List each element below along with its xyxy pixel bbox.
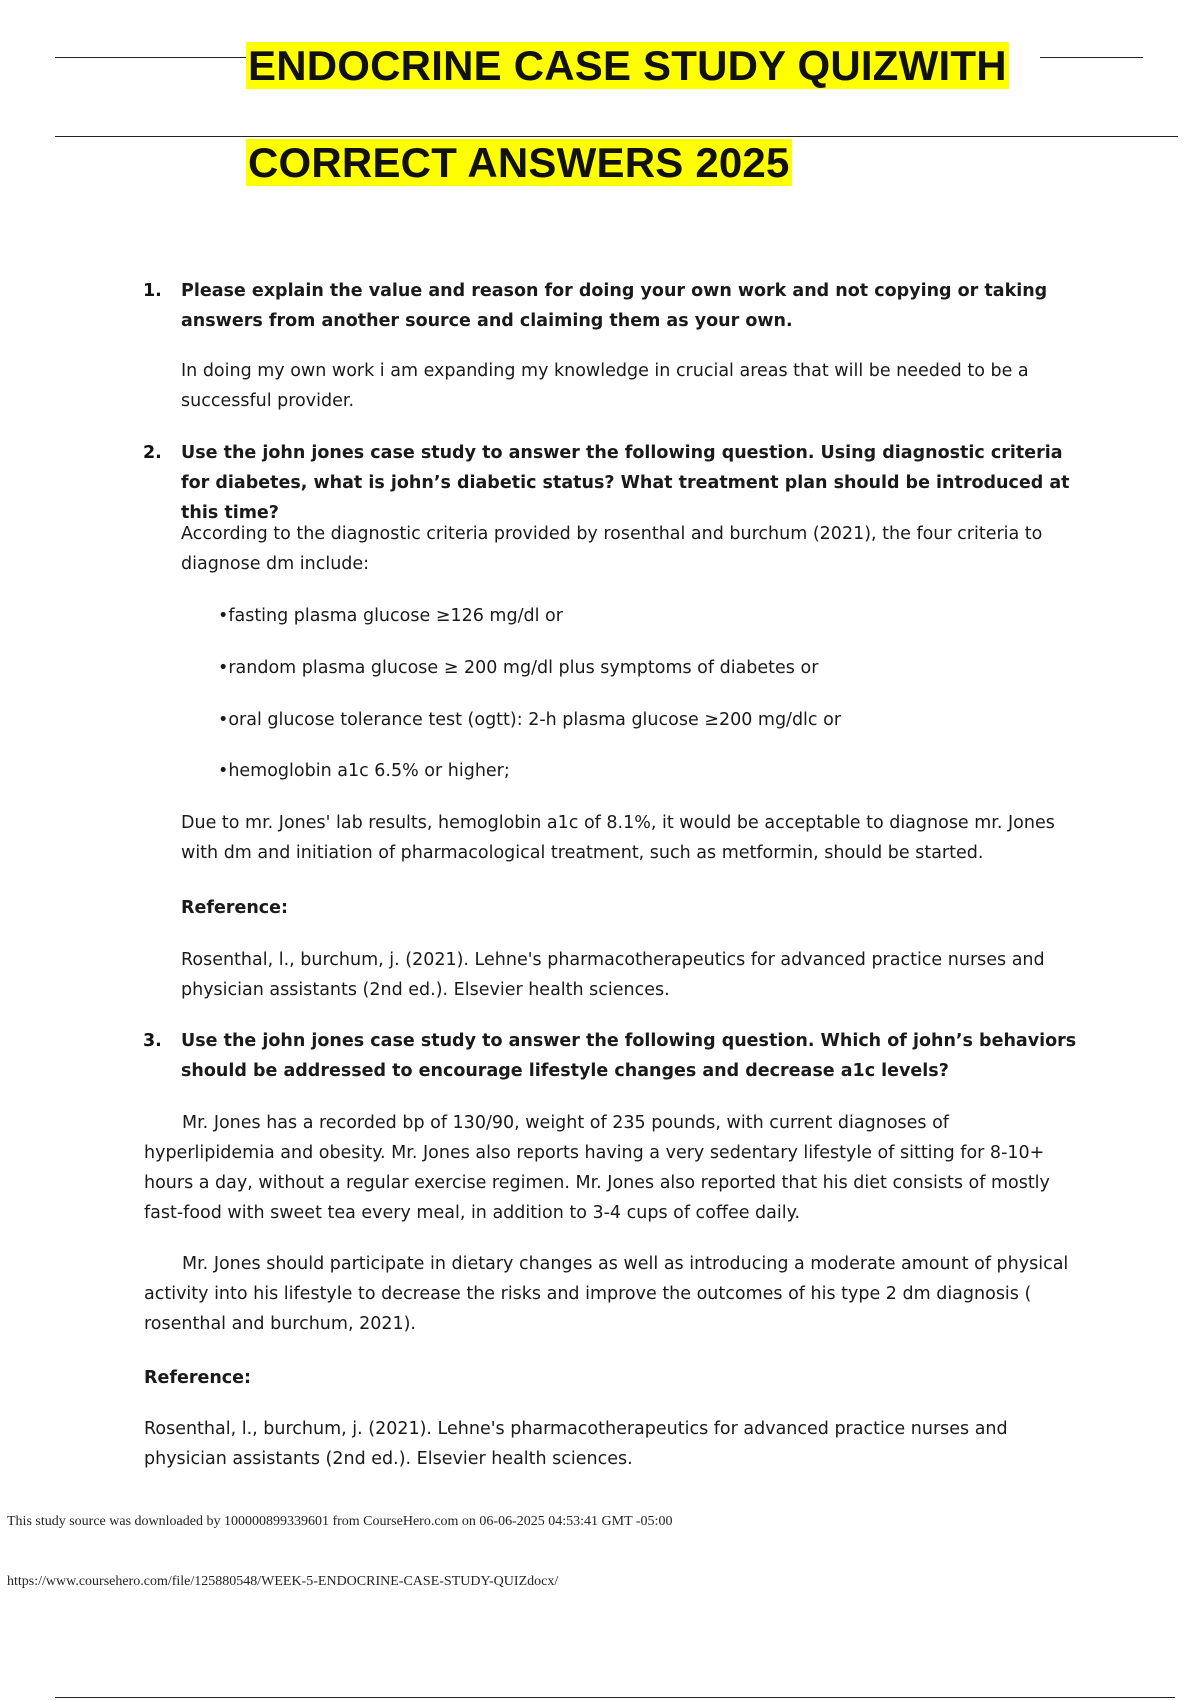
question-3-number: 3. bbox=[143, 1031, 162, 1051]
source-url[interactable]: https://www.coursehero.com/file/125880548/WEEK-5-ENDOCRINE-CASE-STUDY-QUIZdocx/ bbox=[7, 1574, 559, 1589]
question-1-number: 1. bbox=[143, 281, 162, 301]
criteria-item: •oral glucose tolerance test (ogtt): 2-h plasma glucose ≥200 mg/dlc or bbox=[218, 710, 842, 730]
reference-citation: Rosenthal, l., burchum, j. (2021). Lehne's pharmacotherapeutics for advanced practice nurses and physician assistants (2nd ed.). Elsevier health sciences. bbox=[181, 950, 1045, 1000]
answer-1-text: In doing my own work i am expanding my knowledge in crucial areas that will be needed to be a successful provider. bbox=[181, 361, 1029, 411]
title-line-2 bbox=[246, 137, 792, 189]
question-2-text: Use the john jones case study to answer the following question. Using diagnostic criteria for diabetes, what is john’s diabetic status? What treatment plan should be introduced at this time? bbox=[181, 443, 1070, 523]
question-1-text: Please explain the value and reason for doing your own work and not copying or taking answers from another source and claiming them as your own. bbox=[181, 281, 1048, 331]
title-rule-left bbox=[55, 57, 250, 58]
reference-label: Reference: bbox=[181, 898, 289, 918]
answer-2-intro: According to the diagnostic criteria provided by rosenthal and burchum (2021), the four criteria to diagnose dm include: bbox=[181, 524, 1043, 574]
criteria-item: •hemoglobin a1c 6.5% or higher; bbox=[218, 761, 510, 781]
answer-3-paragraph-1: Mr. Jones has a recorded bp of 130/90, weight of 235 pounds, with current diagnoses of hyperlipidemia and obesity. Mr. Jones also reports having a very sedentary lifestyle of sitting for 8-10+ hours a day, without a regular exercise regimen. Mr. Jones also reported that his diet consists of mostly fast-food with sweet tea every meal, in addition to 3-4 cups of coffee daily. bbox=[144, 1113, 1050, 1223]
criteria-item: •fasting plasma glucose ≥126 mg/dl or bbox=[218, 606, 563, 626]
title-line-1 bbox=[246, 40, 1009, 92]
criteria-item: •random plasma glucose ≥ 200 mg/dl plus symptoms of diabetes or bbox=[218, 658, 819, 678]
bottom-rule bbox=[55, 1697, 1175, 1698]
answer-3-paragraph-2: Mr. Jones should participate in dietary changes as well as introducing a moderate amount of physical activity into his lifestyle to decrease the risks and improve the outcomes of his type 2 dm diagnosis ( rosenthal and burchum, 2021). bbox=[144, 1254, 1069, 1334]
title-highlight-1: ENDOCRINE CASE STUDY QUIZWITH bbox=[248, 42, 1007, 89]
title-highlight-2: CORRECT ANSWERS 2025 bbox=[248, 139, 790, 186]
question-3-text: Use the john jones case study to answer the following question. Which of john’s behaviors should be addressed to encourage lifestyle changes and decrease a1c levels? bbox=[181, 1031, 1077, 1081]
reference-citation: Rosenthal, l., burchum, j. (2021). Lehne's pharmacotherapeutics for advanced practice nurses and physician assistants (2nd ed.). Elsevier health sciences. bbox=[144, 1419, 1008, 1469]
answer-2-conclusion: Due to mr. Jones' lab results, hemoglobin a1c of 8.1%, it would be acceptable to diagnose mr. Jones with dm and initiation of pharmacological treatment, such as metformin, should be started. bbox=[181, 813, 1055, 863]
download-note: This study source was downloaded by 100000899339601 from CourseHero.com on 06-06-2025 04:53:41 GMT -05:00 bbox=[7, 1514, 673, 1529]
question-2-number: 2. bbox=[143, 443, 162, 463]
reference-label: Reference: bbox=[144, 1368, 252, 1388]
title-rule-right bbox=[1040, 57, 1143, 58]
